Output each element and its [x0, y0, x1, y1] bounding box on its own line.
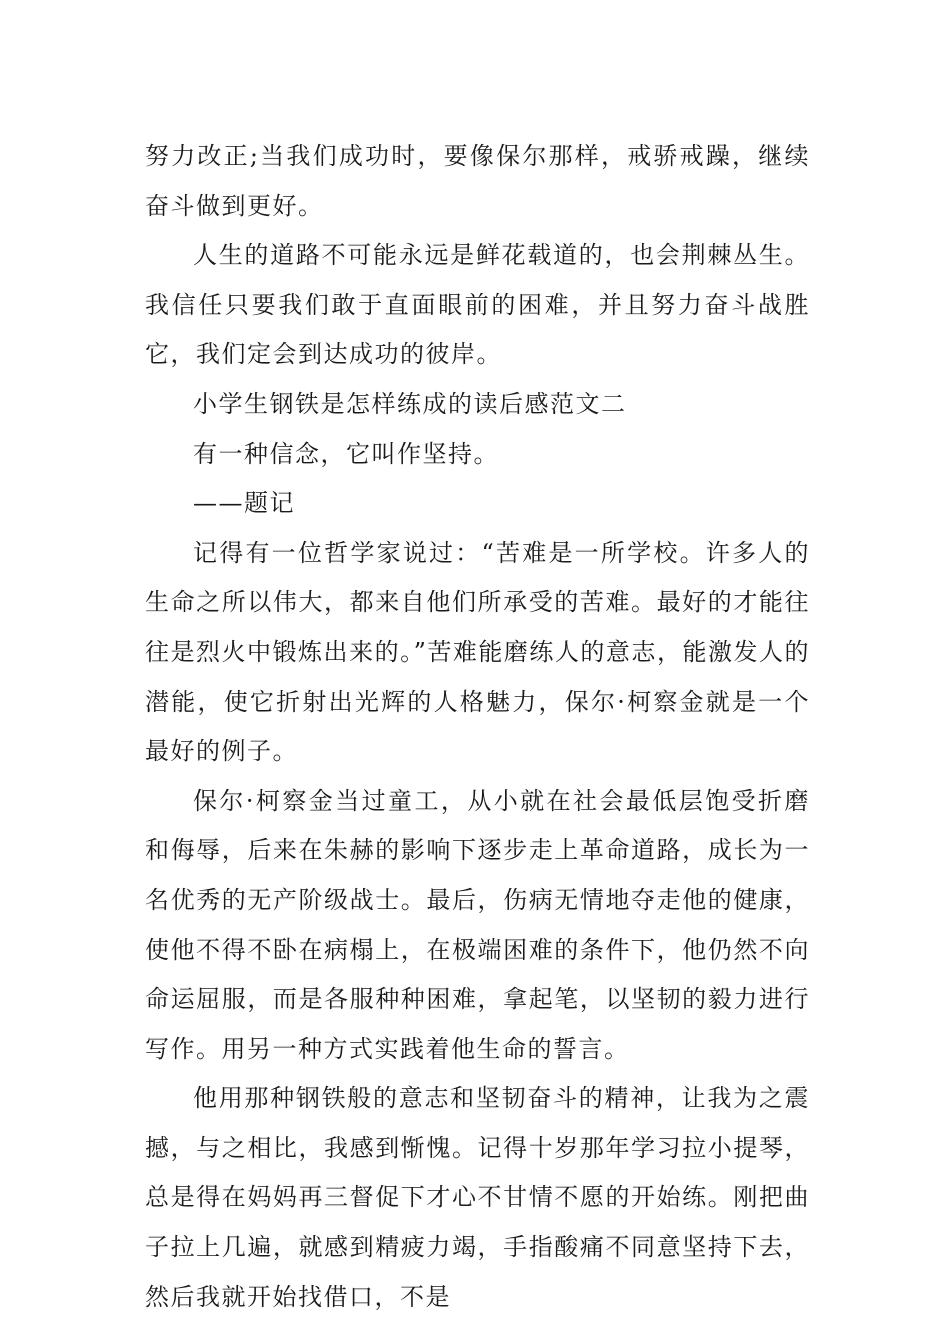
paragraph-personal-reflection: 他用那种钢铁般的意志和坚韧奋斗的精神，让我为之震撼，与之相比，我感到惭愧。记得十岁那年学习拉小提琴，总是得在妈妈再三督促下才心不甘情不愿的开始练。刚把曲子拉上几遍，就感到精疲力竭，手指酸痛不同意坚持下去，然后我就开始找借口，不是	[145, 1084, 810, 1311]
epigraph-attribution: ——题记	[193, 489, 295, 518]
paragraph-pavel-story: 保尔·柯察金当过童工，从小就在社会最低层饱受折磨和侮辱，后来在朱赫的影响下逐步走上革命道路，成长为一名优秀的无产阶级战士。最后，伤病无情地夺走他的健康，使他不得不卧在病榻上，在极端困难的条件下，他仍然不向命运屈服，而是各服种种困难，拿起笔，以坚韧的毅力进行写作。用另一种方式实践着他生命的誓言。	[145, 786, 810, 1063]
paragraph-life-road: 人生的道路不可能永远是鲜花载道的，也会荆棘丛生。我信任只要我们敢于直面眼前的困难，并且努力奋斗战胜它，我们定会到达成功的彼岸。	[145, 241, 810, 369]
document-body	[145, 132, 810, 1322]
section-heading: 小学生钢铁是怎样练成的读后感范文二	[193, 389, 627, 418]
epigraph-line: 有一种信念，它叫作坚持。	[193, 439, 499, 468]
paragraph-philosopher-quote: 记得有一位哲学家说过：“苦难是一所学校。许多人的生命之所以伟大，都来自他们所承受的苦难。最好的才能往往是烈火中锻炼出来的。”苦难能磨练人的意志，能激发人的潜能，使它折射出光辉的人格魅力，保尔·柯察金就是一个最好的例子。	[145, 538, 810, 766]
paragraph-continuation: 努力改正;当我们成功时，要像保尔那样，戒骄戒躁，继续奋斗做到更好。	[145, 142, 810, 220]
